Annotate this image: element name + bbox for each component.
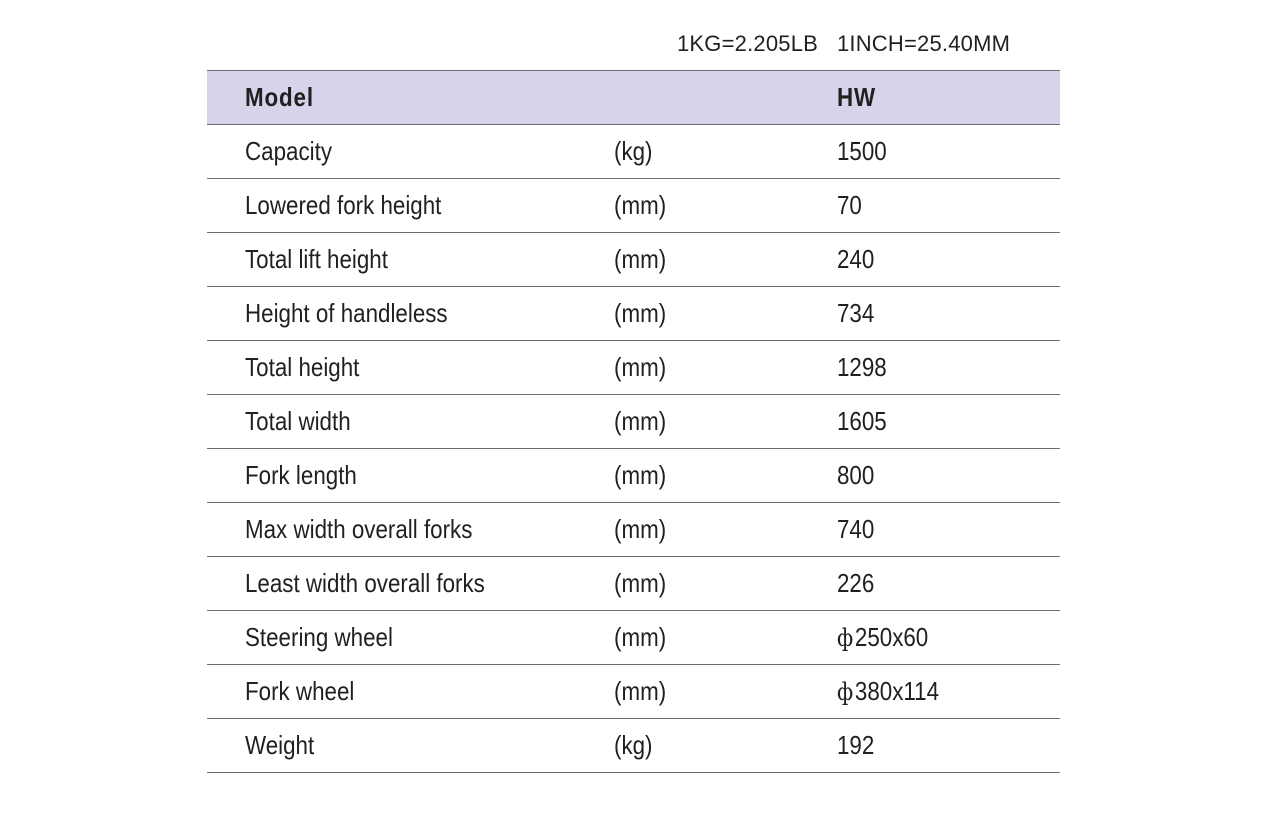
spec-value: 226 bbox=[803, 557, 1060, 611]
header-model-name: HW bbox=[803, 71, 1060, 125]
spec-unit: (kg) bbox=[577, 719, 803, 773]
spec-unit: (mm) bbox=[577, 341, 803, 395]
spec-value: 192 bbox=[803, 719, 1060, 773]
spec-value: ф380x114 bbox=[803, 665, 1060, 719]
table-row bbox=[207, 179, 1060, 233]
spec-label: Height of handleless bbox=[207, 287, 577, 341]
spec-value: 1298 bbox=[803, 341, 1060, 395]
spec-label: Max width overall forks bbox=[207, 503, 577, 557]
spec-label: Total height bbox=[207, 341, 577, 395]
spec-unit: (mm) bbox=[577, 395, 803, 449]
table-header-row bbox=[207, 71, 1060, 125]
table-row bbox=[207, 287, 1060, 341]
table-row bbox=[207, 449, 1060, 503]
spec-value: 240 bbox=[803, 233, 1060, 287]
spec-unit: (mm) bbox=[577, 179, 803, 233]
spec-value: 734 bbox=[803, 287, 1060, 341]
spec-label: Steering wheel bbox=[207, 611, 577, 665]
spec-value: 1605 bbox=[803, 395, 1060, 449]
table-row bbox=[207, 611, 1060, 665]
spec-label: Weight bbox=[207, 719, 577, 773]
table-row bbox=[207, 719, 1060, 773]
spec-label: Capacity bbox=[207, 125, 577, 179]
spec-label: Least width overall forks bbox=[207, 557, 577, 611]
spec-value: 1500 bbox=[803, 125, 1060, 179]
spec-label: Total width bbox=[207, 395, 577, 449]
diameter-symbol: ф bbox=[837, 678, 854, 706]
spec-label: Fork wheel bbox=[207, 665, 577, 719]
spec-unit: (mm) bbox=[577, 503, 803, 557]
spec-unit: (mm) bbox=[577, 557, 803, 611]
table-row bbox=[207, 557, 1060, 611]
table-row bbox=[207, 503, 1060, 557]
spec-label: Lowered fork height bbox=[207, 179, 577, 233]
spec-value: 70 bbox=[803, 179, 1060, 233]
header-model-label: Model bbox=[207, 71, 577, 125]
table-row bbox=[207, 665, 1060, 719]
spec-label: Fork length bbox=[207, 449, 577, 503]
table-row bbox=[207, 395, 1060, 449]
spec-label: Total lift height bbox=[207, 233, 577, 287]
spec-unit: (mm) bbox=[577, 449, 803, 503]
table-row bbox=[207, 341, 1060, 395]
spec-unit: (mm) bbox=[577, 665, 803, 719]
spec-value: ф250x60 bbox=[803, 611, 1060, 665]
table-row bbox=[207, 125, 1060, 179]
spec-value: 740 bbox=[803, 503, 1060, 557]
specification-table bbox=[207, 70, 1060, 773]
spec-unit: (mm) bbox=[577, 611, 803, 665]
spec-unit: (kg) bbox=[577, 125, 803, 179]
diameter-symbol: ф bbox=[837, 624, 854, 652]
spec-unit: (mm) bbox=[577, 287, 803, 341]
header-unit bbox=[577, 71, 803, 125]
unit-conversion-note: 1KG=2.205LB 1INCH=25.40MM bbox=[677, 31, 1011, 56]
spec-unit: (mm) bbox=[577, 233, 803, 287]
spec-value: 800 bbox=[803, 449, 1060, 503]
table-row bbox=[207, 233, 1060, 287]
